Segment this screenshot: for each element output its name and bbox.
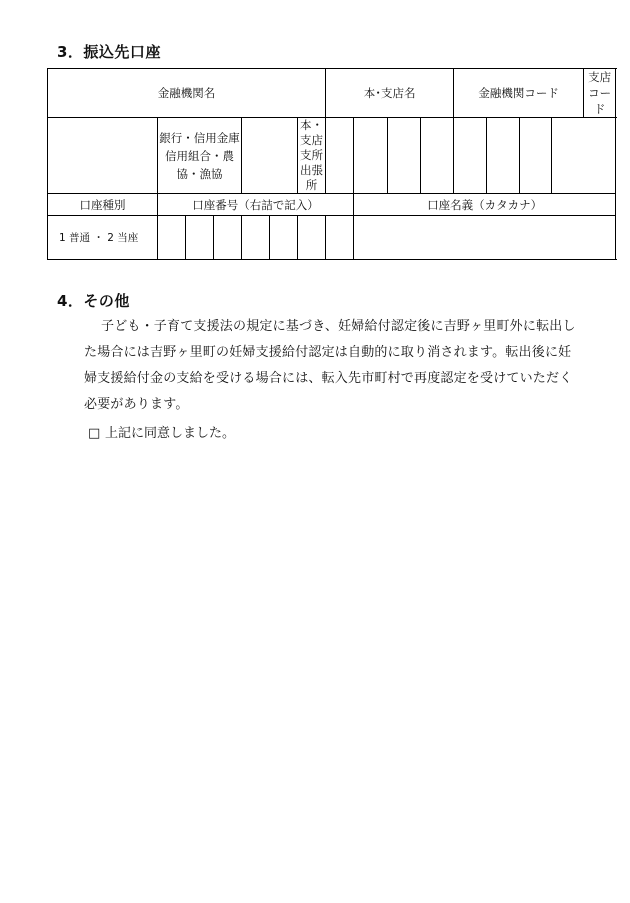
account-number-header: 口座番号（右詰で記入） [158,194,354,216]
account-number-digit[interactable] [326,216,354,260]
institution-name-input[interactable] [48,118,158,194]
account-holder-input[interactable] [354,216,616,260]
account-number-digit[interactable] [158,216,186,260]
consent-row[interactable] [88,424,235,444]
institution-type-cell [158,118,242,194]
account-number-digit[interactable] [242,216,270,260]
branch-name-input[interactable] [242,118,298,194]
branch-type-cell [298,118,326,194]
institution-code-digit[interactable] [354,118,388,194]
branch-code-header: 支店コード [584,69,616,118]
institution-type-bank: 銀行・信用金庫 [159,130,240,145]
institution-code-digit[interactable] [326,118,354,194]
branch-code-digit[interactable] [520,118,552,194]
section-3-heading: 3．振込先口座 [57,43,161,61]
notice-paragraph: 子ども・子育て支援法の規定に基づき、妊婦給付認定後に吉野ヶ里町外に転出した場合には吉野ヶ里町の妊婦支援給付認定は自動的に取り消されます。転出後に妊婦支援給付金の支給を受ける場合には、転入先市町村で再度認定を受けていただく必要があります。 [84,319,576,412]
branch-type-sub: 支所 [300,148,324,162]
branch-type-office: 出張所 [300,163,324,192]
branch-name-header: 本･支店名 [326,69,454,118]
institution-type-coop: 信用組合・農協・漁協 [165,148,234,181]
institution-code-digit[interactable] [388,118,421,194]
section-4-heading: 4．その他 [57,292,130,310]
account-type-options[interactable]: 1 普通 ・ 2 当座 [48,216,158,260]
branch-type-main: 本・支店 [300,118,324,147]
institution-code-header: 金融機関コード [454,69,584,118]
account-number-digit[interactable] [186,216,214,260]
institution-code-digit[interactable] [421,118,454,194]
bank-account-table [47,68,616,260]
account-number-digit[interactable] [214,216,242,260]
account-number-digit[interactable] [298,216,326,260]
account-holder-header: 口座名義（カタカナ） [354,194,616,216]
branch-code-digit[interactable] [487,118,520,194]
consent-checkbox[interactable]: □ [88,426,101,441]
account-type-header: 口座種別 [48,194,158,216]
account-number-digit[interactable] [270,216,298,260]
consent-label: 上記に同意しました。 [105,426,236,441]
institution-name-header: 金融機関名 [48,69,326,118]
branch-code-digit[interactable] [454,118,487,194]
